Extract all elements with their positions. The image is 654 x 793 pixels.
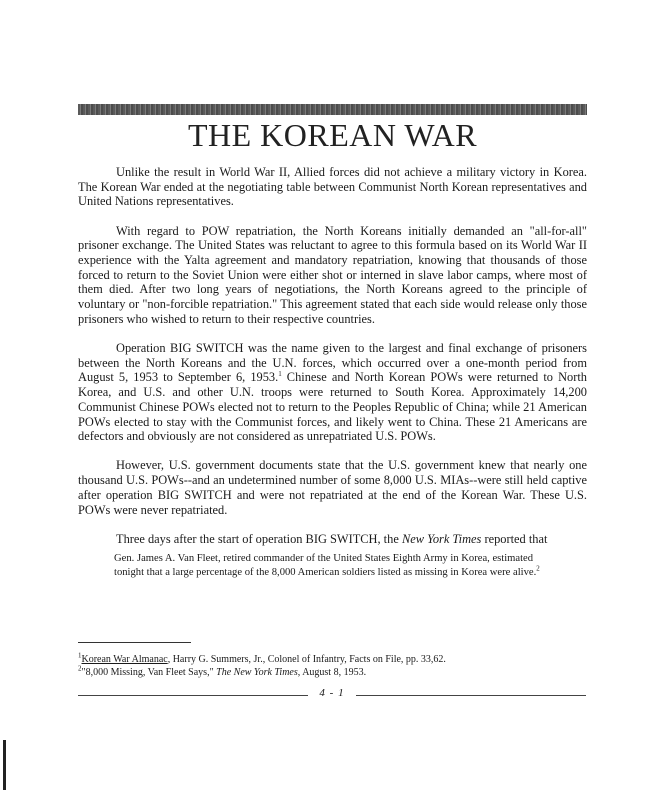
- paragraph-3-part-2: Chinese and North Korean POWs were returned to North Korea, and U.S. and other U.N. troops were returned to South Korea. Approximately 14,200 Communist Chinese POWs elected not to return to the Peoples Republic of China; while 21 American POWs elected to stay with the Communist forces, and likely went to China. These 21 Americans are defectors and obviously are not considered as unrepatriated U.S. POWs.: [78, 370, 587, 444]
- footnote-2-pre: "8,000 Missing, Van Fleet Says,": [81, 666, 217, 678]
- scan-artifact: [3, 740, 6, 790]
- page-number-rule-left: [78, 695, 308, 696]
- newspaper-name: New York Times: [401, 531, 482, 546]
- footnote-1-details: , Harry G. Summers, Jr., Colonel of Infantry, Facts on File, pp. 33,62.: [167, 654, 446, 665]
- footnote-2: [78, 664, 598, 680]
- footnote-2-post: , August 8, 1953.: [297, 666, 367, 678]
- paragraph-4: However, U.S. government documents state that the U.S. government knew that nearly one thousand U.S. POWs--and an undetermined number of some 8,000 U.S. MIAs--were still held captive after operation BIG SWITCH and were not repatriated at the end of the Korean War. These U.S. POWs were never repatriated.: [78, 458, 587, 517]
- footnote-divider: [78, 642, 191, 643]
- block-quote: [114, 552, 564, 579]
- paragraph-5-part-2: reported that: [481, 531, 548, 546]
- paragraph-3-part-1: Operation BIG SWITCH was the name given to the largest and final exchange of prisoners between the North Koreans and the U.N. forces, which occurred over a one-month period from August 5, 1953 to September 6, 1953.: [78, 341, 587, 385]
- footnote-ref-1: 1: [278, 370, 282, 379]
- page-title: THE KOREAN WAR: [187, 117, 478, 153]
- paragraph-5: [78, 532, 587, 547]
- paragraph-1: Unlike the result in World War II, Allied forces did not achieve a military victory in Korea. The Korean War ended at the negotiating table between Communist North Korean representatives and United Nations representatives.: [78, 165, 587, 209]
- paragraph-2: With regard to POW repatriation, the North Koreans initially demanded an "all-for-all" prisoner exchange. The United States was reluctant to agree to this formula based on its World War II experience with the Yalta agreement and mandatory repatriation, knowing that thousands of those forced to return to the Soviet Union were either shot or interned in slave labor camps, where most of them died. After two long years of negotiations, the North Koreans agreed to the principle of voluntary or "non-forcible repatriation." This agreement stated that each side would release only those prisoners who wished to return to their respective countries.: [78, 223, 587, 326]
- footnote-ref-2: 2: [536, 564, 540, 573]
- paragraph-5-part-1: Three days after the start of operation BIG SWITCH, the: [116, 531, 402, 546]
- footnotes: [78, 651, 598, 680]
- footnote-1-number: 1: [78, 651, 82, 660]
- footnote-2-number: 2: [78, 664, 82, 673]
- paragraph-3: [78, 341, 587, 444]
- footnote-1-title: Korean War Almanac: [81, 654, 168, 665]
- footnote-1: [78, 651, 598, 667]
- footnote-2-source: The New York Times: [216, 666, 298, 678]
- page-number-rule-right: [356, 695, 586, 696]
- page-number: 4 - 1: [319, 687, 345, 699]
- quote-text: Gen. James A. Van Fleet, retired commander of the United States Eighth Army in Korea, estimated tonight that a large percentage of the 8,000 American soldiers listed as missing in Korea were alive.: [114, 553, 537, 578]
- body-text: [78, 165, 587, 579]
